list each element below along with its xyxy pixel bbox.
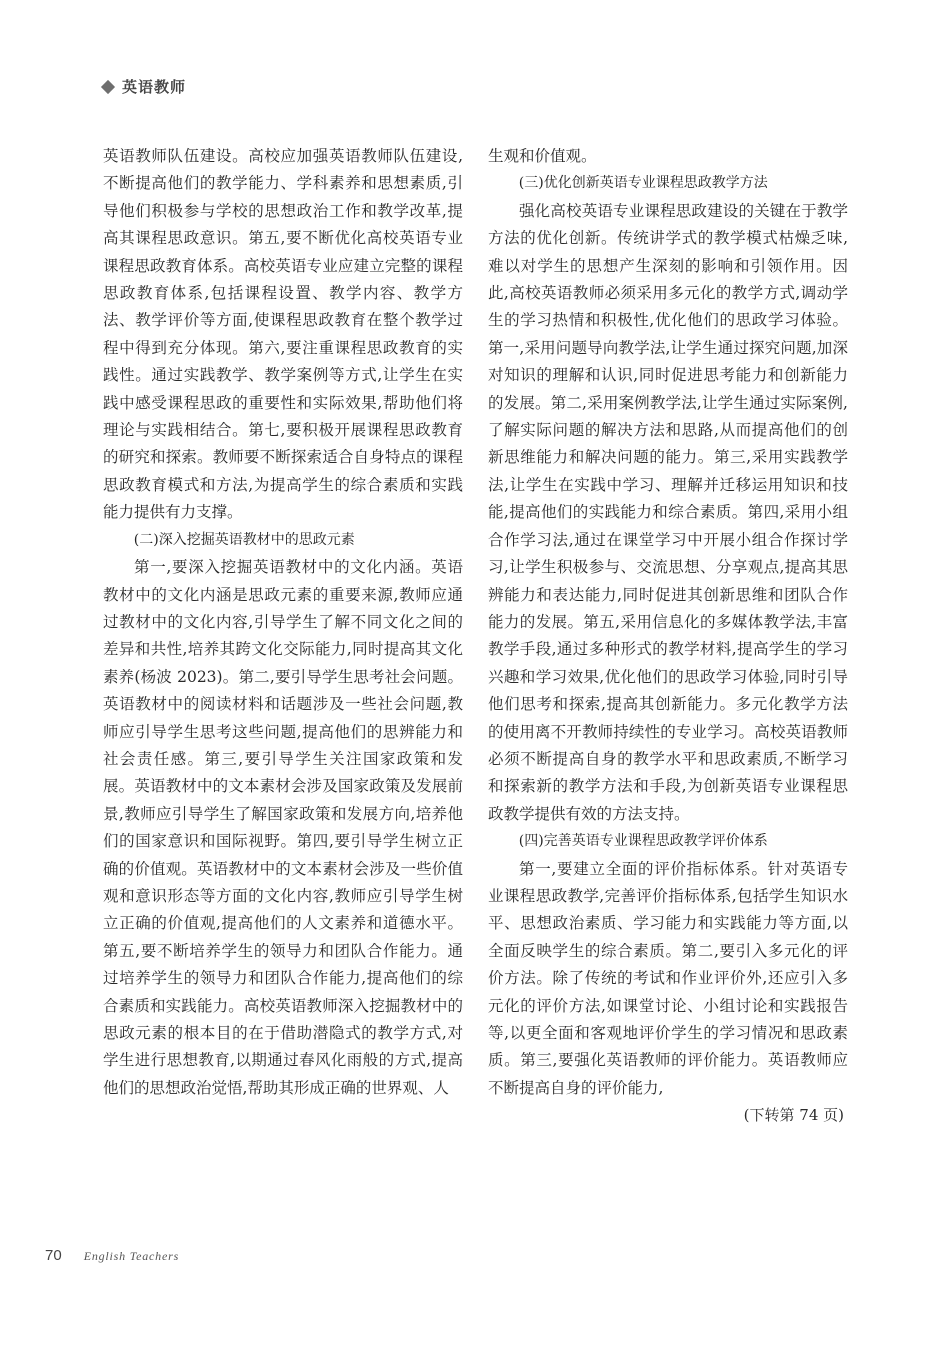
page-number: 70	[45, 1247, 62, 1264]
left-column	[103, 143, 463, 1102]
section-heading: (三)优化创新英语专业课程思政教学方法	[518, 175, 768, 192]
paragraph: 第一,要建立全面的评价指标体系。针对英语专业课程思政教学,完善评价指标体系,包括学生知识水平、思想政治素质、学习能力和实践能力等方面,以全面反映学生的综合素质。第二,要引入多元化的评价方法。除了传统的考试和作业评价外,还应引入多元化的评价方法,如课堂讨论、小组讨论和实践报告等,以更全面和客观地评价学生的学习情况和思政素质。第三,要强化英语教师的评价能力。英语教师应不断提高自身的评价能力,	[488, 859, 848, 1097]
paragraph: 强化高校英语专业课程思政建设的关键在于教学方法的优化创新。传统讲学式的教学模式枯燥乏味,难以对学生的思想产生深刻的影响和引领作用。因此,高校英语教师必须采用多元化的教学方式,调动学生的学习热情和积极性,优化他们的思政学习体验。第一,采用问题导向教学法,让学生通过探究问题,加深对知识的理解和认识,同时促进思考能力和创新能力的发展。第二,采用案例教学法,让学生通过实际案例,了解实际问题的解决方法和思路,从而提高他们的创新思维能力和解决问题的能力。第三,采用实践教学法,让学生在实践中学习、理解并迁移运用知识和技能,提高他们的实践能力和综合素质。第四,采用小组合作学习法,通过在课堂学习中开展小组合作探讨学习,让学生积极参与、交流思想、分享观点,提高其思辨能力和表达能力,同时促进其创新思维和团队合作能力的发展。第五,采用信息化的多媒体教学法,丰富教学手段,通过多种形式的教学材料,提高学生的学习兴趣和学习效果,优化他们的思政学习体验,同时引导他们思考和探索,提高其创新能力。多元化教学方法的使用离不开教师持续性的专业学习。高校英语教师必须不断提高自身的教学水平和思政素质,不断学习和探索新的教学方法和手段,为创新英语专业课程思政教学提供有效的方法支持。	[488, 201, 848, 823]
continued-note: (下转第 74 页)	[743, 1106, 844, 1125]
diamond-icon	[101, 79, 115, 93]
right-column	[488, 143, 848, 1130]
paragraph: 第一,要深入挖掘英语教材中的文化内涵。英语教材中的文化内涵是思政元素的重要来源,教师应通过教材中的文化内容,引导学生了解不同文化之间的差异和共性,培养其跨文化交际能力,同时提高其文化素养(杨波 2023)。第二,要引导学生思考社会问题。英语教材中的阅读材料和话题涉及一些社会问题,教师应引导学生思考这些问题,提高他们的思辨能力和社会责任感。第三,要引导学生关注国家政策和发展。英语教材中的文本素材会涉及国家政策及发展前景,教师应引导学生了解国家政策和发展方向,培养他们的国家意识和国际视野。第四,要引导学生树立正确的价值观。英语教材中的文本素材会涉及一些价值观和意识形态等方面的文化内容,教师应引导学生树立正确的价值观,提高他们的人文素养和道德水平。第五,要不断培养学生的领导力和团队合作能力。通过培养学生的领导力和团队合作能力,提高他们的综合素质和实践能力。高校英语教师深入挖掘教材中的思政元素的根本目的在于借助潜隐式的教学方式,对学生进行思想教育,以期通过春风化雨般的方式,提高他们的思想政治觉悟,帮助其形成正确的世界观、人	[103, 558, 463, 1097]
paragraph: 英语教师队伍建设。高校应加强英语教师队伍建设,不断提高他们的教学能力、学科素养和思想素质,引导他们积极参与学校的思想政治工作和教学改革,提高其课程思政意识。第五,要不断优化高校英语专业课程思政教育体系。高校英语专业应建立完整的课程思政教育体系,包括课程设置、教学内容、教学方法、教学评价等方面,使课程思政教育在整个教学过程中得到充分体现。第六,要注重课程思政教育的实践性。通过实践教学、教学案例等方式,让学生在实践中感受课程思政的重要性和实际效果,帮助他们将理论与实践相结合。第七,要积极开展课程思政教育的研究和探索。教师要不断探索适合自身特点的课程思政教育模式和方法,为提高学生的综合素质和实践能力提供有力支撑。	[103, 147, 463, 522]
page-footer	[45, 1247, 179, 1264]
journal-name: English Teachers	[83, 1249, 180, 1263]
paragraph: 生观和价值观。	[488, 147, 597, 165]
section-heading: (二)深入挖掘英语教材中的思政元素	[133, 531, 355, 548]
running-header	[103, 76, 186, 97]
journal-section-title: 英语教师	[122, 78, 187, 96]
section-heading: (四)完善英语专业课程思政教学评价体系	[518, 833, 768, 850]
